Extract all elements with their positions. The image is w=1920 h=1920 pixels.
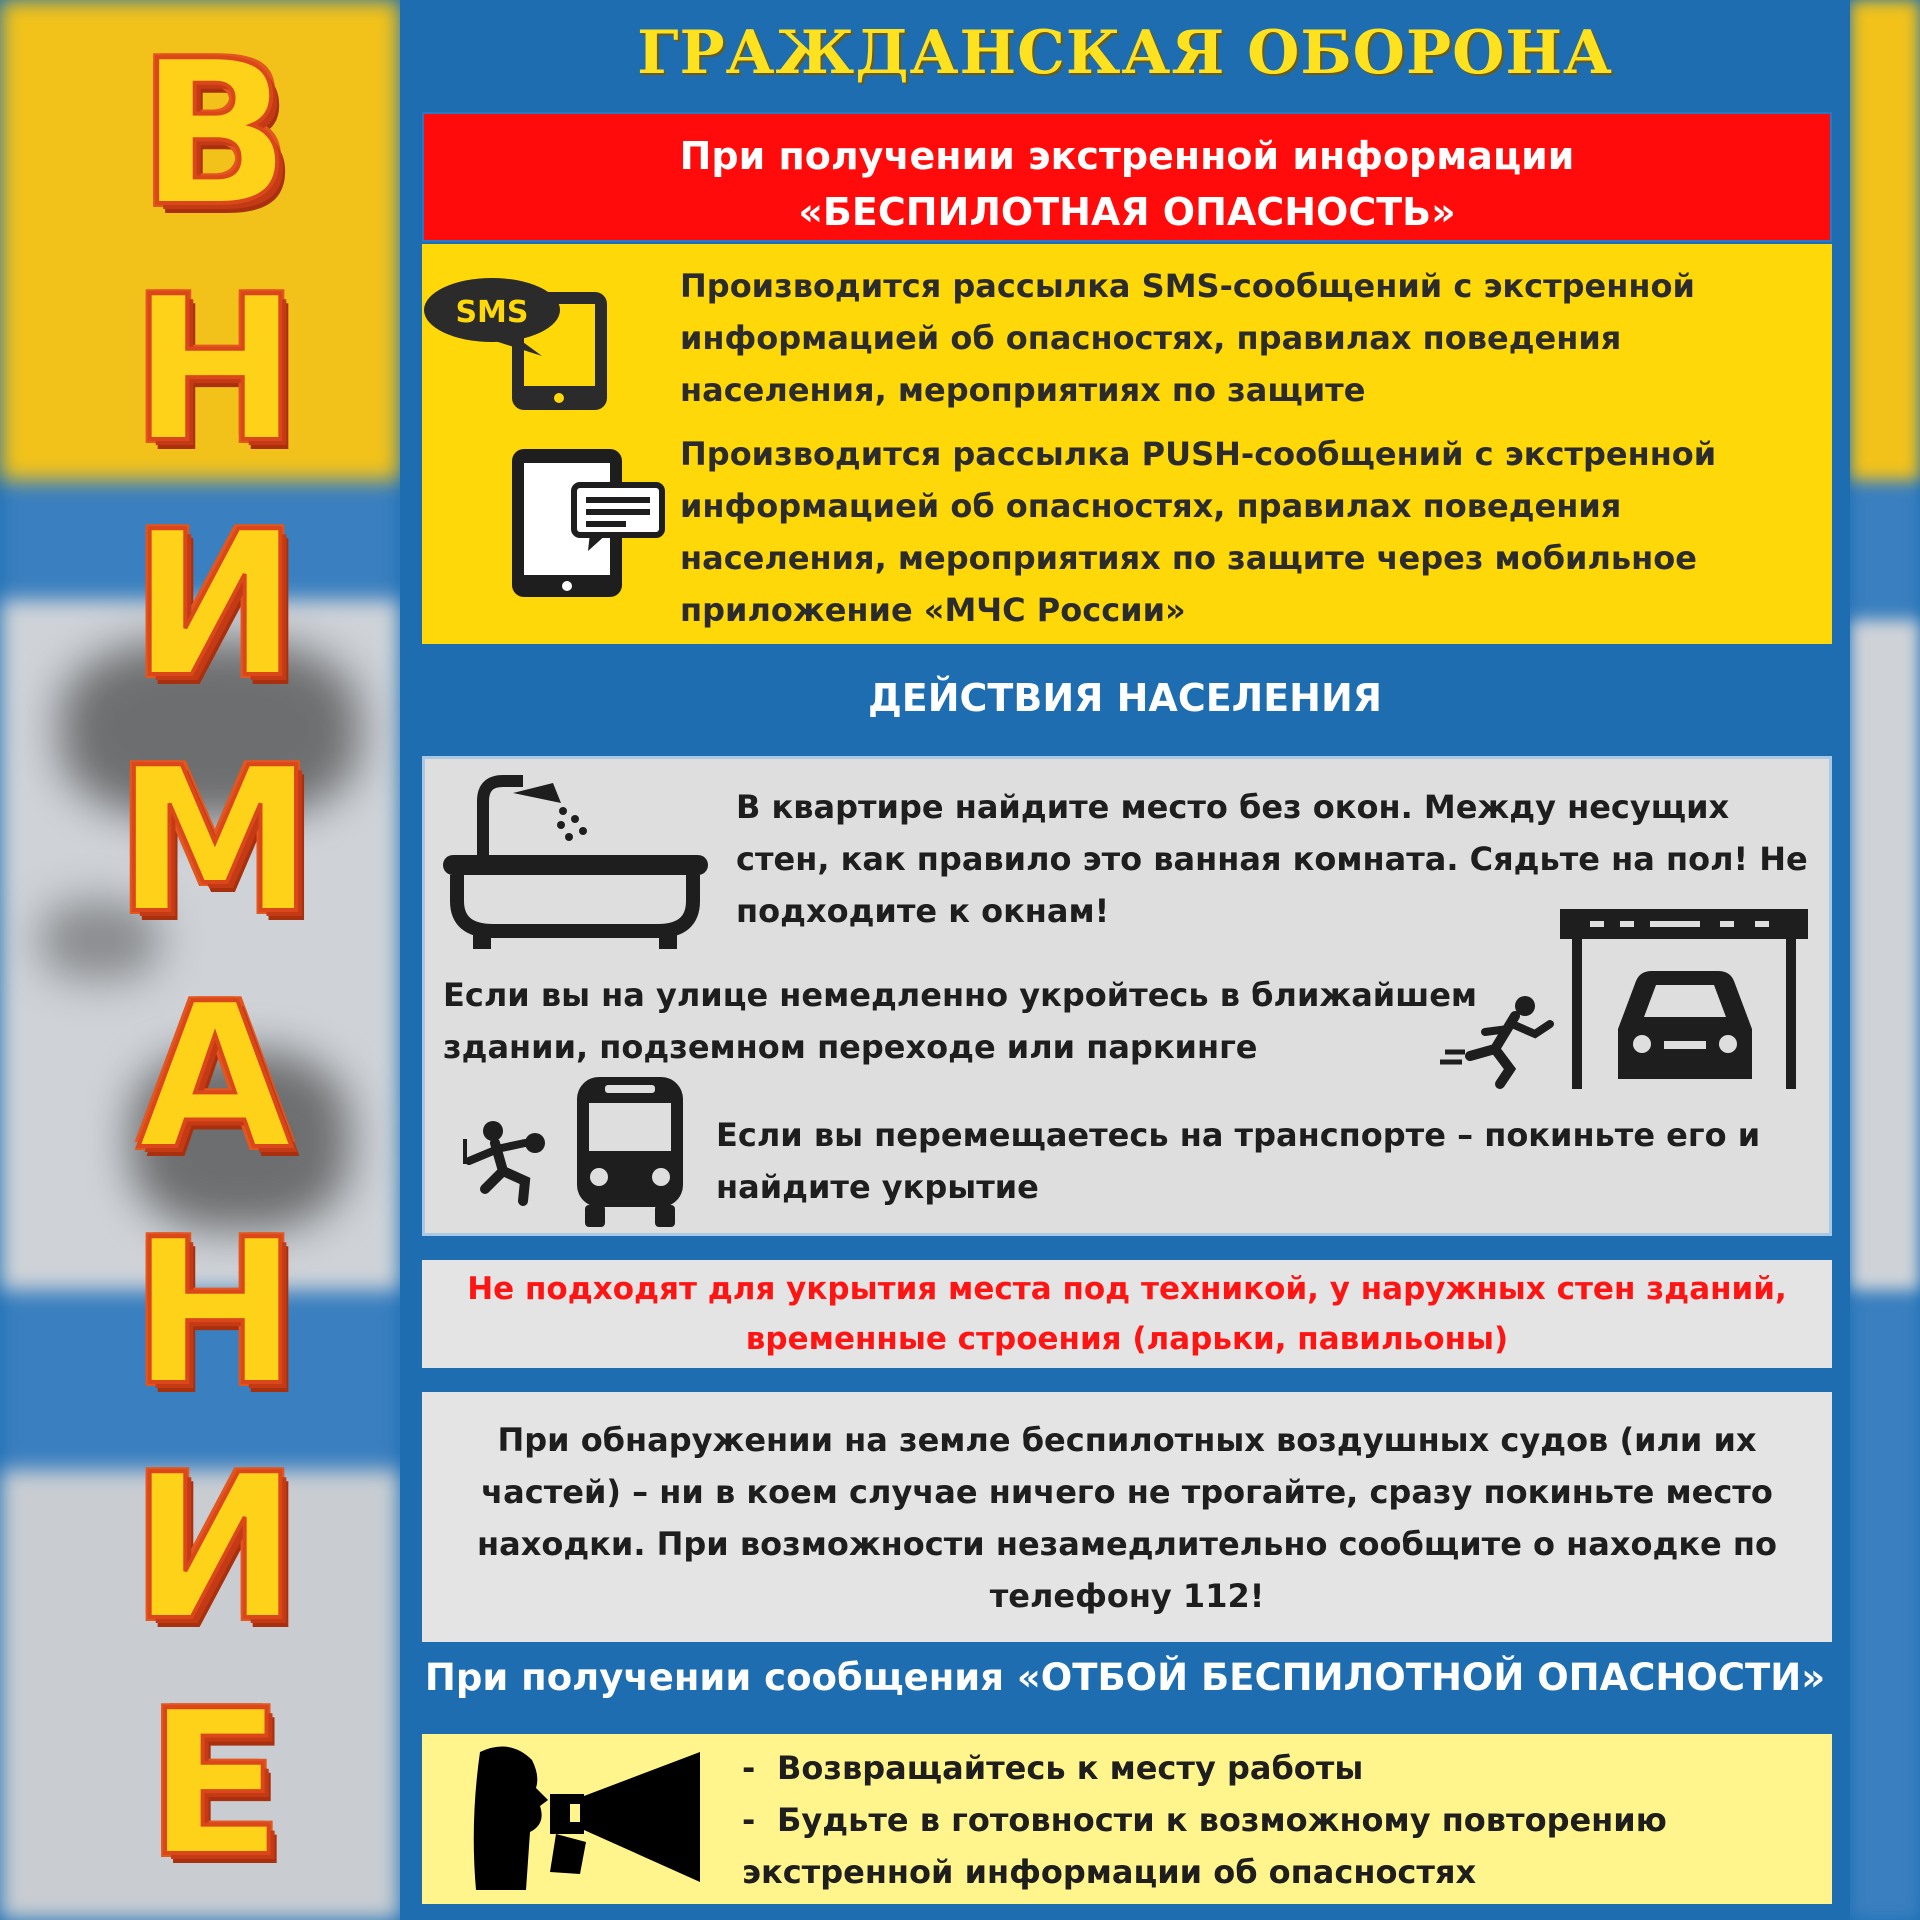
sms-label: SMS [455, 295, 529, 330]
alert-banner [422, 112, 1832, 242]
return-to-work-item: Возвращайтесь к месту работы [777, 1749, 1364, 1787]
street-instruction: Если вы на улице немедленно укройтесь в ближайшем здании, подземном переходе или паркинге [443, 976, 1478, 1066]
be-ready-item: Будьте в готовности к возможному повторению экстренной информации об опасностях [742, 1801, 1667, 1891]
actions-panel [422, 756, 1832, 1236]
transport-instruction: Если вы перемещаетесь на транспорте – покиньте его и найдите укрытие [716, 1116, 1761, 1206]
bathtub-shower-icon [443, 771, 713, 951]
civil-defense-poster [400, 0, 1850, 1920]
megaphone-icon [470, 1742, 710, 1892]
all-clear-heading: При получении сообщения «ОТБОЙ БЕСПИЛОТНОЙ ОПАСНОСТИ» [424, 1656, 1826, 1699]
sms-phone-icon [422, 274, 622, 414]
vertical-attention-word [115, 18, 315, 1901]
attention-letter: Н [131, 253, 299, 487]
running-person-icon [1440, 994, 1570, 1084]
attention-letter: Е [146, 1667, 284, 1901]
blurred-background-right [1850, 0, 1920, 1920]
apartment-instruction: В квартире найдите место без окон. Между несущих стен, как правило это ванная комната. Сядьте на пол! Не подходите к окнам! [736, 788, 1808, 930]
running-person-luggage-icon [455, 1109, 555, 1209]
bus-icon [575, 1077, 685, 1227]
found-drone-instruction: При обнаружении на земле беспилотных воздушных судов (или их частей) – ни в коем случае ничего не трогайте, сразу покиньте место находки. При возможности незамедлительно сообщите о находке по телефону 112! [422, 1392, 1832, 1642]
parking-garage-icon [1560, 909, 1810, 1089]
attention-letter: И [131, 489, 299, 723]
attention-letter: И [131, 1432, 299, 1666]
bullet-2: - [742, 1801, 756, 1839]
alert-line-1: При получении экстренной информации [679, 134, 1575, 178]
actions-heading: ДЕЙСТВИЯ НАСЕЛЕНИЯ [867, 676, 1383, 720]
attention-letter: А [137, 960, 293, 1194]
push-phone-icon [512, 449, 672, 599]
unsuitable-shelter-warning: Не подходят для укрытия места под техникой, у наружных стен зданий, временные строения (ларьки, павильоны) [422, 1260, 1832, 1368]
attention-letter: В [138, 18, 292, 251]
poster-title: ГРАЖДАНСКАЯ ОБОРОНА [637, 18, 1613, 88]
attention-letter: Н [131, 1196, 299, 1430]
bullet-1: - [742, 1749, 756, 1787]
push-notification-text: Производится рассылка PUSH-сообщений с экстренной информацией об опасностях, правилах поведения населения, мероприятиях по защите через мобильное приложение «МЧС России» [680, 435, 1717, 629]
all-clear-panel [422, 1734, 1832, 1904]
alert-line-2: «БЕСПИЛОТНАЯ ОПАСНОСТЬ» [798, 190, 1456, 234]
sms-notification-text: Производится рассылка SMS-сообщений с экстренной информацией об опасностях, правилах поведения населения, мероприятиях по защите [680, 267, 1695, 409]
attention-letter: М [115, 725, 315, 959]
notifications-panel [422, 244, 1832, 644]
